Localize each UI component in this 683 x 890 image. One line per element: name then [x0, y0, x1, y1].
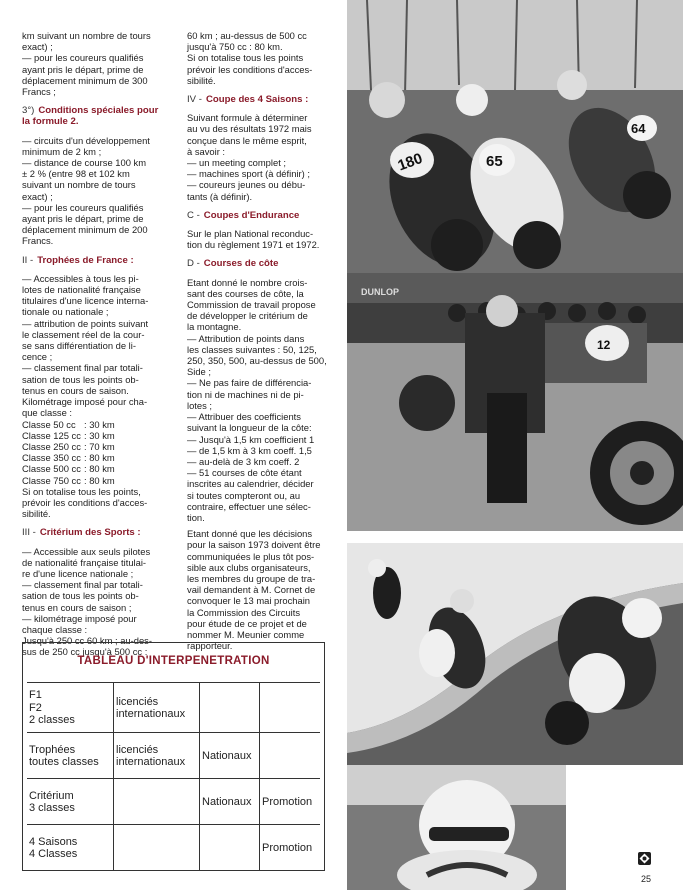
class-row: Classe 500 cc : 80 km — [22, 463, 115, 475]
section-heading: 3°) Conditions spéciales pour la formule 2. — [22, 105, 159, 128]
class-row: Classe 750 cc : 80 km — [22, 474, 115, 486]
race-number: 65 — [486, 153, 503, 170]
class-row: Classe 50 cc : 30 km — [22, 418, 115, 430]
photo-racers-cornering — [347, 0, 683, 273]
class-list — [22, 419, 170, 486]
section-heading: IV - Coupe des 4 Saisons : — [187, 94, 309, 106]
paragraph: — Accessible aux seuls pilotes de nationalité française titulai- re d'une licence nationale ; — classement final par totali- sation de tous les points ob- tenus en cours de saison ; — kilométrage imposé pour chaque classe : Jusqu'à 250 cc 60 km ; au-des- sus de 250 cc jusqu'à 500 cc : — [22, 545, 152, 658]
race-number: 64 — [631, 121, 646, 136]
banner-text: DUNLOP — [361, 287, 399, 297]
publisher-logo-icon — [638, 852, 651, 865]
table-cell: Nationaux — [199, 779, 262, 825]
table-row — [27, 824, 320, 871]
table-cell: Promotion — [259, 825, 320, 871]
class-row: Classe 250 cc : 70 km — [22, 440, 115, 452]
section-heading: II - Trophées de France : — [22, 254, 134, 266]
paragraph: km suivant un nombre de tours exact) ; — pour les coureurs qualifiés ayant pris le départ, prime de déplacement minimum de 300 Francs ; — [22, 30, 151, 98]
paragraph: — circuits d'un développement minimum de 2 km ; — distance de course 100 km ± 2 % (entre 98 et 102 km suivant un nombre de tours exact) ; — pour les coureurs qualifiés ayant pris le départ, prime de déplacement minimum de 200 Francs. — [22, 134, 150, 247]
table-cell: licenciés internationaux — [113, 683, 202, 733]
table-cell: Promotion — [259, 779, 320, 825]
paragraph: — Accessibles à tous les pi- lotes de nationalité française titulaires d'une licence interna- tionale ou nationale ; — attribution de points suivant le classement réel de la cour- se sans différentiation de li- cence ; — classement final par totali- sation de tous les points ob- tenus en cours de saison. Kilométrage imposé pour cha- que classe : — [22, 272, 149, 419]
paragraph: Etant donné que les décisions pour la saison 1973 doivent être communiquées le plus tôt pos- sible aux clubs organisateurs, les membres du groupe de tra- vail demandent à M. Cornet de convoquer le 13 mai prochain la Commission des Circuits pour étude de ce projet et de nommer M. Meunier comme rapporteur. — [187, 528, 321, 652]
photo-rider-helmet — [347, 765, 566, 890]
section-heading: III - Critérium des Sports : — [22, 527, 141, 539]
section-heading: D - Courses de côte — [187, 258, 279, 270]
table-cell: 4 Saisons 4 Classes — [29, 835, 78, 860]
table-cell: licenciés internationaux — [113, 733, 202, 779]
table-cell — [113, 825, 202, 871]
middle-column — [187, 30, 337, 656]
photo-track-curve — [347, 543, 683, 765]
paragraph: Si on totalise tous les points, prévoir les conditions d'acces- sibilité. — [22, 485, 148, 520]
table-row — [27, 778, 320, 825]
table-cell: F1 F2 2 classes — [29, 689, 75, 727]
left-column — [22, 30, 170, 663]
table-row — [27, 682, 320, 733]
table-cell: Trophées toutes classes — [29, 743, 99, 768]
table-cell — [113, 779, 202, 825]
table-cell — [259, 733, 320, 779]
race-number: 12 — [597, 338, 611, 352]
paragraph: Sur le plan National reconduc- tion du règlement 1971 et 1972. — [187, 228, 320, 251]
table-cell — [199, 683, 262, 733]
table-title: TABLEAU D'INTERPENETRATION — [77, 655, 270, 667]
race-number: 180 — [395, 149, 425, 175]
table-cell: Critérium 3 classes — [29, 789, 75, 814]
paragraph: Suivant formule à déterminer au vu des résultats 1972 mais conçue dans le même esprit, à savoir : — un meeting complet ; — machines sport (à définir) ; — coureurs jeunes ou débu- tants (à définir). — [187, 112, 312, 202]
section-heading: C - Coupes d'Endurance — [187, 209, 300, 221]
table-cell — [259, 683, 320, 733]
class-row: Classe 350 cc : 80 km — [22, 452, 115, 464]
paragraph: 60 km ; au-dessus de 500 cc jusqu'à 750 cc : 80 km. Si on totalise tous les points prévoir les conditions d'acces- sibilité. — [187, 30, 313, 86]
interpenetration-table — [22, 642, 325, 871]
class-row: Classe 125 cc : 30 km — [22, 429, 115, 441]
page-number: 25 — [641, 874, 652, 884]
table-row — [27, 732, 320, 779]
photo-race-start — [347, 273, 683, 531]
table-cell: Nationaux — [199, 733, 262, 779]
table-cell — [199, 825, 262, 871]
paragraph: Etant donné le nombre crois- sant des courses de côte, la Commission de travail propose de développer le critérium de la montagne. — Attribution de points dans les classes suivantes : 50, 125, 250, 350, 500, au-dessus de 500, Side ; — Ne pas faire de différencia- tion ni de machines ni de pi- lotes ; — Attribuer des coefficients suivant la longueur de la côte: — Jusqu'à 1,5 km coefficient 1 — de 1,5 km à 3 km coeff. 1,5 — au-delà de 3 km coeff. 2 — 51 courses de côte étant inscrites au calendrier, décider si toutes compteront ou, au contraire, effectuer une sélec- tion. — [187, 276, 327, 523]
